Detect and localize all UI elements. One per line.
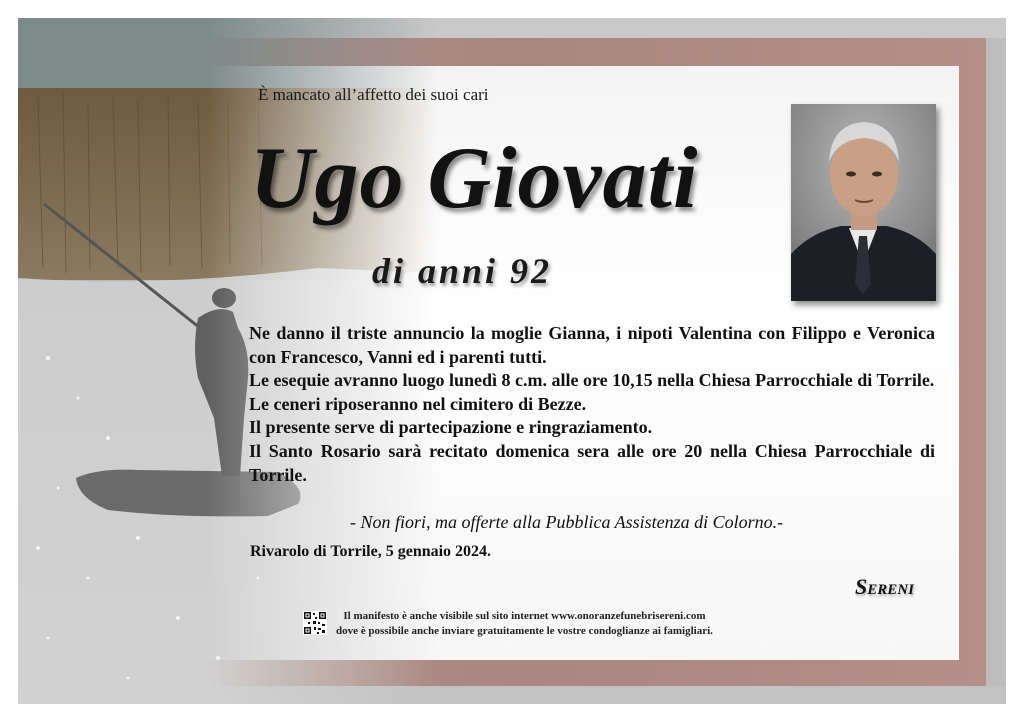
announcement-paragraph: Ne danno il triste annuncio la moglie Gianna, i nipoti Valentina con Filippo e Veronica con Francesco, Vanni ed i parenti tutti. (249, 323, 935, 367)
footnote-line: dove è possibile anche inviare gratuitamente le vostre condoglianze ai famigliari. (336, 625, 713, 637)
qr-code-icon[interactable] (303, 611, 327, 635)
intro-line: È mancato all’affetto dei suoi cari (258, 85, 489, 104)
right-border (986, 38, 1006, 704)
announcement-paragraph: Il Santo Rosario sarà recitato domenica sera alle ore 20 nella Chiesa Parrocchiale di Torrile. (249, 440, 935, 485)
website-footnote (336, 609, 713, 639)
deceased-name: Ugo Giovati (250, 130, 699, 227)
announcement-paragraph: Le esequie avranno luogo lunedì 8 c.m. alle ore 10,15 nella Chiesa Parrocchiale di Torrile. (249, 370, 935, 391)
portrait-photo (791, 104, 936, 301)
flowers-note: - Non fiori, ma offerte alla Pubblica Assistenza di Colorno.- (350, 512, 784, 532)
place-date: Rivarolo di Torrile, 5 gennaio 2024. (250, 543, 492, 560)
footnote-line: Il manifesto è anche visibile sul sito internet www.onoranzefunebrisereni.com (343, 610, 706, 622)
announcement-body (249, 322, 935, 487)
deceased-age: di anni 92 (372, 251, 553, 291)
announcement-paragraph: Il presente serve di partecipazione e ringraziamento. (249, 417, 653, 438)
funeral-home-brand: Sereni (855, 574, 914, 599)
announcement-paragraph: Le ceneri riposeranno nel cimitero di Bezze. (249, 393, 587, 414)
